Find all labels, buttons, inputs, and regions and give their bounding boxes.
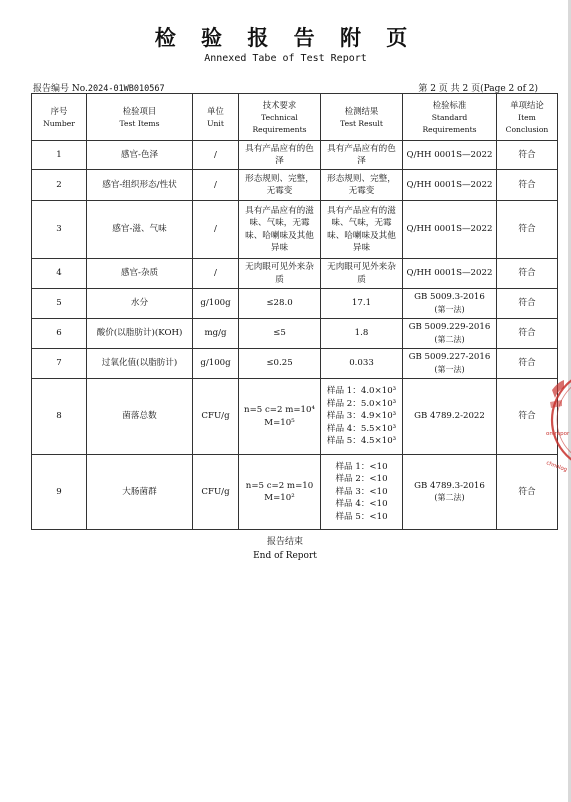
cell-requirement: 形态规则、完整，无霉变 <box>239 170 321 201</box>
sample-result: 样品 2：5.0×10³ <box>326 398 397 409</box>
report-number-label: 报告编号 No. <box>33 84 88 94</box>
header-conclusion: 单项结论 Item Conclusion <box>497 94 558 141</box>
table-row <box>32 141 558 170</box>
test-results-table <box>31 93 558 530</box>
cell-number: 9 <box>32 455 87 530</box>
cell-number: 3 <box>32 201 87 259</box>
cell-unit: / <box>193 141 239 170</box>
cell-item: 大肠菌群 <box>87 455 193 530</box>
cell-conclusion: 符合 <box>497 201 558 259</box>
page-subtitle: Annexed Tabe of Test Report <box>204 53 367 64</box>
cell-standard: GB 4789.2-2022 <box>403 379 497 455</box>
cell-standard: GB 5009.227-2016 (第一法) <box>403 349 497 379</box>
cell-requirement: 具有产品应有的色泽 <box>239 141 321 170</box>
header-test-items: 检验项目 Test Items <box>87 94 193 141</box>
sample-result: 样品 5：<10 <box>335 511 388 522</box>
cell-requirement: n=5 c=2 m=10 M=10² <box>239 455 321 530</box>
cell-item: 过氧化值(以脂肪计) <box>87 349 193 379</box>
cell-result: 0.033 <box>321 349 403 379</box>
sample-result: 样品 3：<10 <box>335 486 388 497</box>
table-row <box>32 349 558 379</box>
header-test-result: 检测结果 Test Result <box>321 94 403 141</box>
inspection-seal-icon <box>540 360 571 480</box>
cell-item: 感官-杂质 <box>87 259 193 289</box>
header-standard: 检验标准 Standard Requirements <box>403 94 497 141</box>
header-technical-requirements: 技术要求 Technical Requirements <box>239 94 321 141</box>
end-of-report-cn: 报告结束 <box>266 537 303 547</box>
table-row <box>32 289 558 319</box>
cell-standard: GB 4789.3-2016 (第二法) <box>403 455 497 530</box>
sample-result: 样品 4：5.5×10³ <box>326 423 397 434</box>
cell-number: 5 <box>32 289 87 319</box>
cell-unit: CFU/g <box>193 455 239 530</box>
table-header-row <box>32 94 558 141</box>
sample-result: 样品 2：<10 <box>335 474 388 485</box>
cell-requirement: ≤0.25 <box>239 349 321 379</box>
cell-number: 8 <box>32 379 87 455</box>
cell-unit: g/100g <box>193 289 239 319</box>
sample-results-list <box>335 461 387 523</box>
page-title: 检 验 报 告 附 页 <box>154 25 417 50</box>
cell-item: 感官-色泽 <box>87 141 193 170</box>
cell-item: 菌落总数 <box>87 379 193 455</box>
cell-number: 4 <box>32 259 87 289</box>
cell-conclusion: 符合 <box>497 170 558 201</box>
cell-standard: Q/HH 0001S—2022 <box>403 141 497 170</box>
header-number: 序号 Number <box>32 94 87 141</box>
cell-requirement: ≤28.0 <box>239 289 321 319</box>
cell-result <box>321 379 403 455</box>
table-row <box>32 259 558 289</box>
sample-results-list <box>327 385 396 447</box>
cell-conclusion: 符合 <box>497 289 558 319</box>
cell-result: 无肉眼可见外来杂质 <box>321 259 403 289</box>
table-row <box>32 170 558 201</box>
cell-number: 1 <box>32 141 87 170</box>
cell-standard: Q/HH 0001S—2022 <box>403 201 497 259</box>
header-unit: 单位 Unit <box>193 94 239 141</box>
cell-item: 水分 <box>87 289 193 319</box>
cell-conclusion: 符合 <box>497 141 558 170</box>
cell-unit: g/100g <box>193 349 239 379</box>
cell-conclusion: 符合 <box>497 349 558 379</box>
seal-fragment-text-1: on repor <box>546 431 570 437</box>
cell-standard: Q/HH 0001S—2022 <box>403 170 497 201</box>
cell-unit: / <box>193 170 239 201</box>
cell-item: 酸价(以脂肪计)(KOH) <box>87 319 193 349</box>
table-row <box>32 379 558 455</box>
cell-unit: / <box>193 259 239 289</box>
cell-result: 1.8 <box>321 319 403 349</box>
cell-number: 7 <box>32 349 87 379</box>
cell-conclusion: 符合 <box>497 379 558 455</box>
sample-result: 样品 1：4.0×10³ <box>326 386 397 397</box>
cell-unit: / <box>193 201 239 259</box>
cell-unit: CFU/g <box>193 379 239 455</box>
cell-standard: Q/HH 0001S—2022 <box>403 259 497 289</box>
cell-result <box>321 455 403 530</box>
cell-conclusion: 符合 <box>497 455 558 530</box>
cell-requirement: n=5 c=2 m=10⁴ M=10⁵ <box>239 379 321 455</box>
report-number-value: 2024-01WB010567 <box>87 84 165 94</box>
sample-result: 样品 5：4.5×10³ <box>326 436 397 447</box>
cell-item: 感官-滋、气味 <box>87 201 193 259</box>
cell-result: 具有产品应有的滋味、气味，无霉味、哈喇味及其他异味 <box>321 201 403 259</box>
cell-requirement: 具有产品应有的滋味、气味，无霉味、哈喇味及其他异味 <box>239 201 321 259</box>
table-row <box>32 455 558 530</box>
end-of-report-en: End of Report <box>253 551 317 562</box>
cell-requirement: ≤5 <box>239 319 321 349</box>
page-info: 第 2 页 共 2 页(Page 2 of 2) <box>418 84 538 94</box>
sample-result: 样品 4：<10 <box>335 499 388 510</box>
sample-result: 样品 1：<10 <box>335 461 388 472</box>
sample-result: 样品 3：4.9×10³ <box>326 411 397 422</box>
cell-result: 具有产品应有的色泽 <box>321 141 403 170</box>
cell-number: 2 <box>32 170 87 201</box>
cell-result: 17.1 <box>321 289 403 319</box>
cell-number: 6 <box>32 319 87 349</box>
table-row <box>32 319 558 349</box>
cell-unit: mg/g <box>193 319 239 349</box>
seal-fragment-text-2: chnolog <box>545 460 568 474</box>
cell-requirement: 无肉眼可见外来杂质 <box>239 259 321 289</box>
cell-standard: GB 5009.229-2016 (第二法) <box>403 319 497 349</box>
cell-result: 形态规则、完整，无霉变 <box>321 170 403 201</box>
cell-conclusion: 符合 <box>497 319 558 349</box>
table-row <box>32 201 558 259</box>
cell-item: 感官-组织形态/性状 <box>87 170 193 201</box>
cell-standard: GB 5009.3-2016 (第一法) <box>403 289 497 319</box>
cell-conclusion: 符合 <box>497 259 558 289</box>
end-of-report <box>31 535 539 564</box>
